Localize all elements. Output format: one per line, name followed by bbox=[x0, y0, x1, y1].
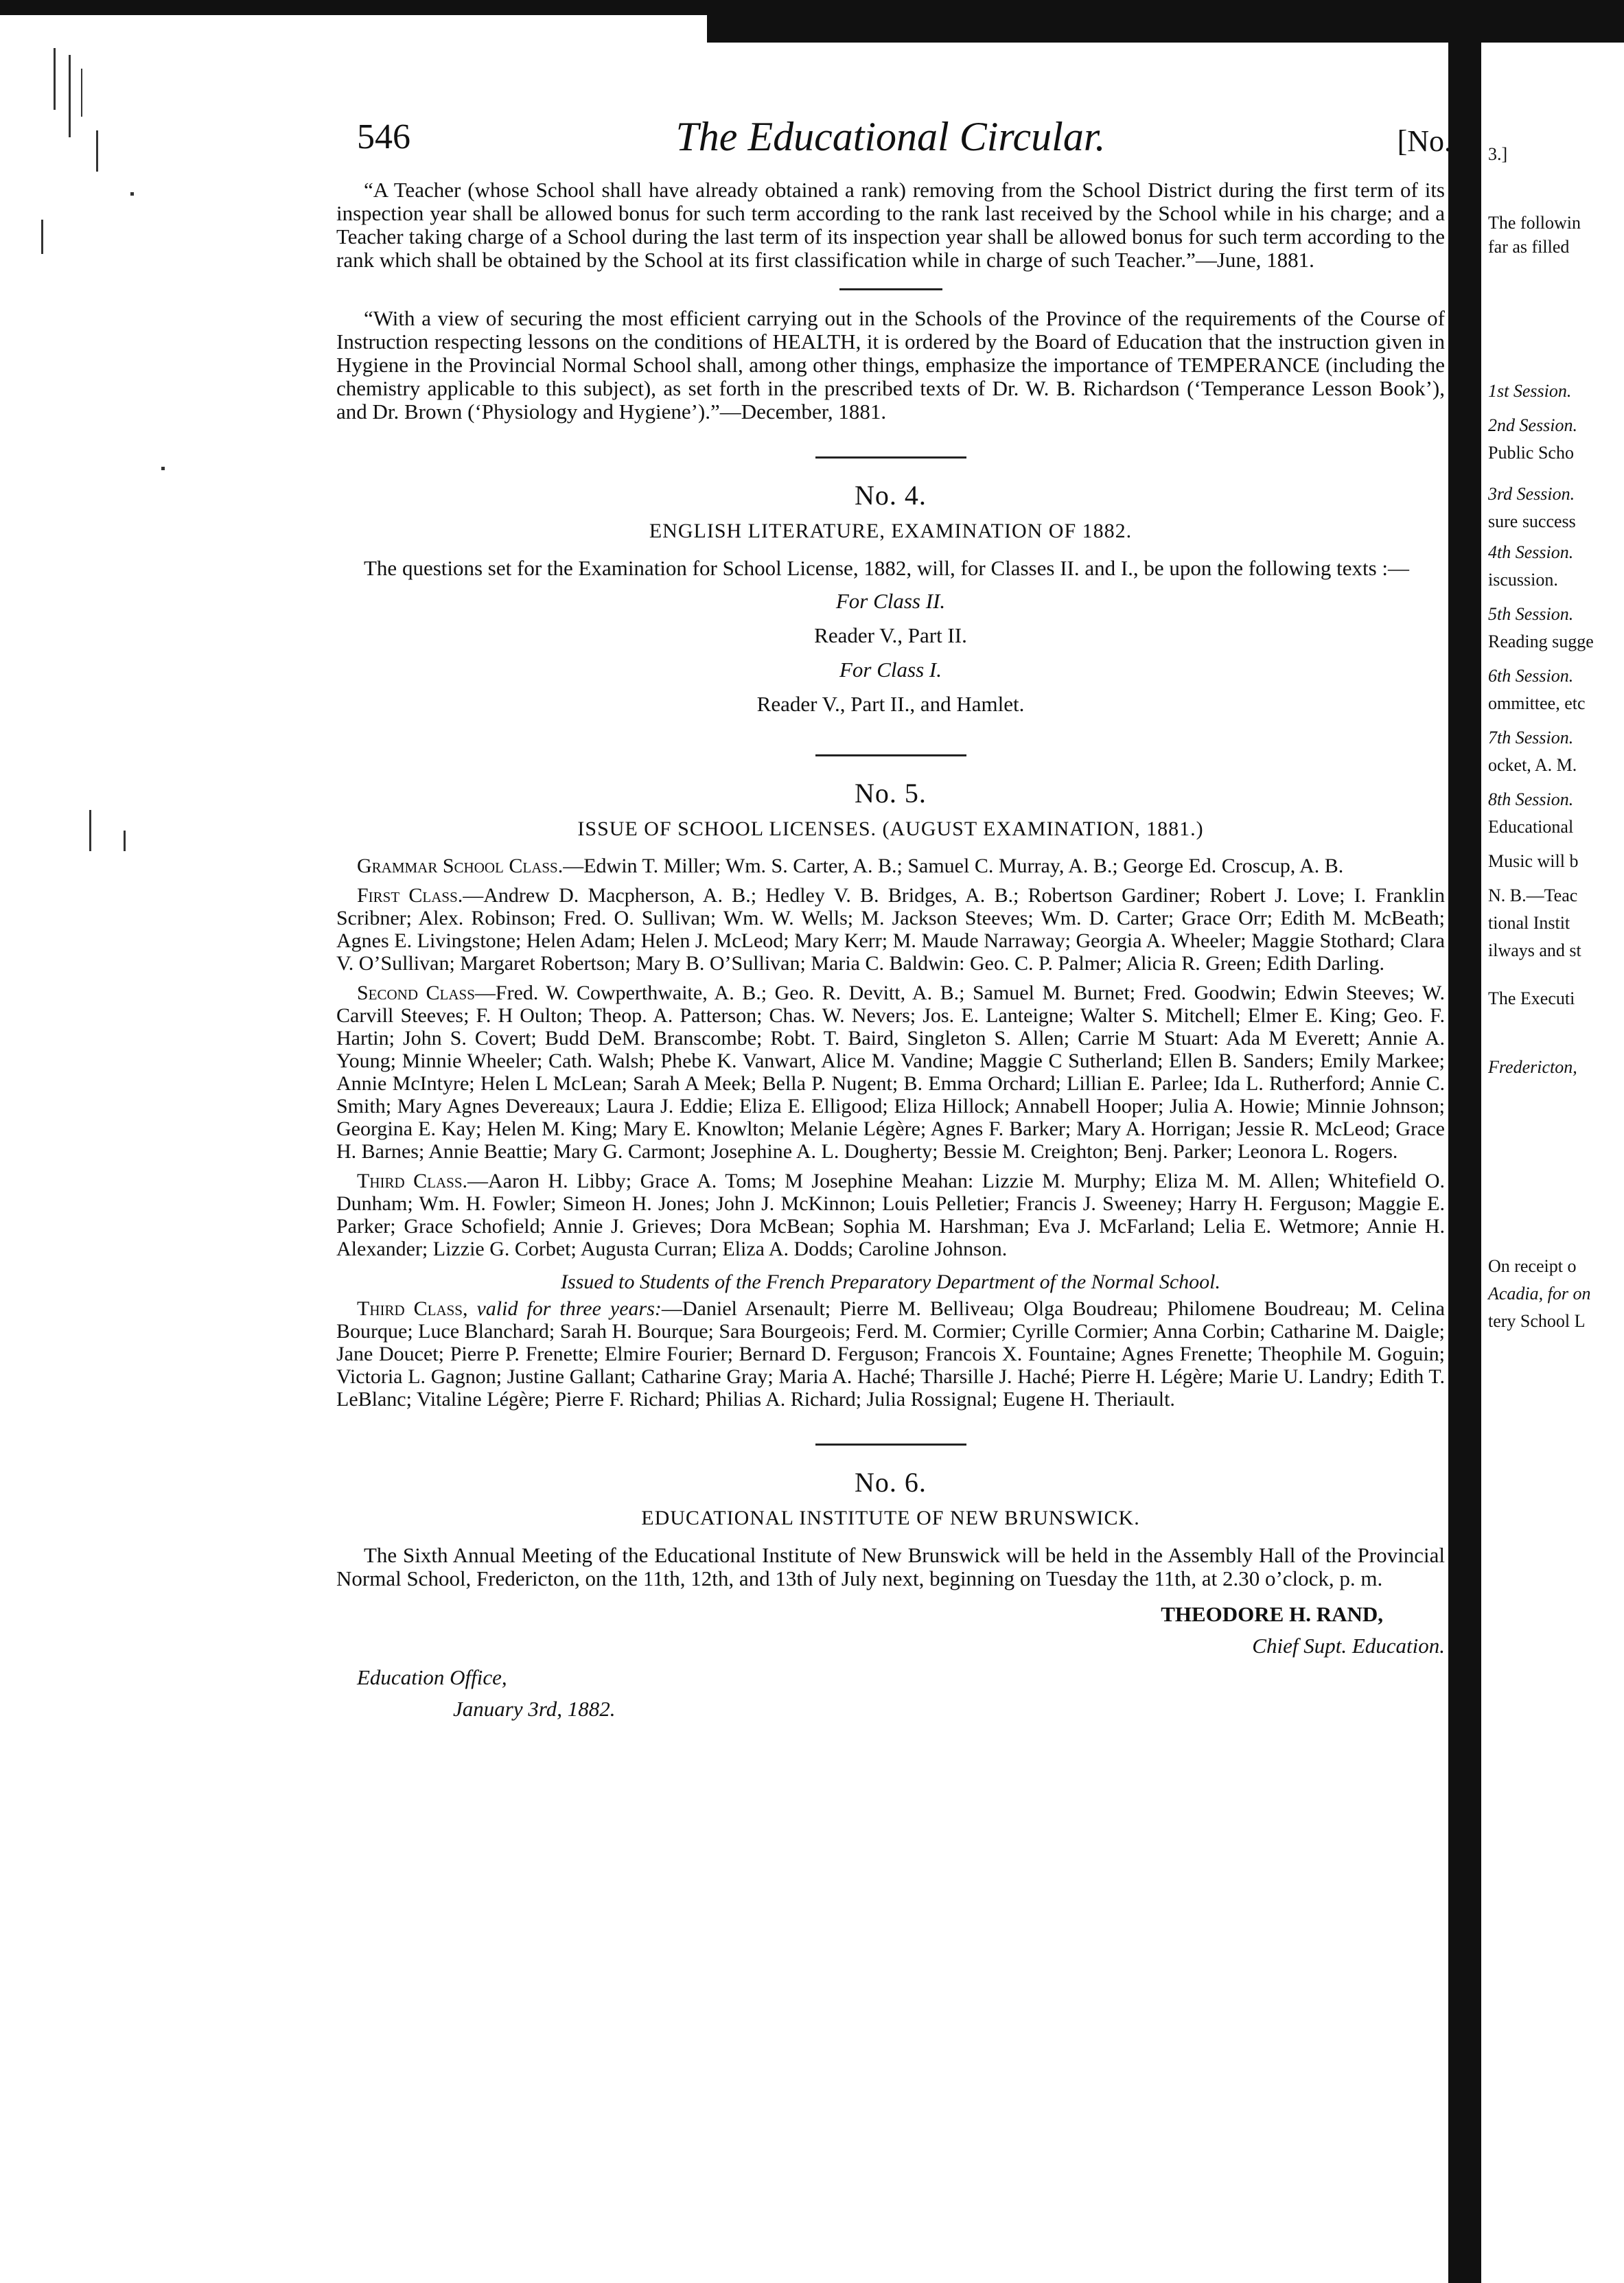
section-5-number: No. 5. bbox=[855, 778, 927, 809]
class-1-label: For Class I. bbox=[839, 658, 942, 682]
margin-fragment: 4th Session. bbox=[1488, 542, 1574, 562]
margin-fragment: 3rd Session. bbox=[1488, 484, 1575, 504]
margin-fragment: sure success bbox=[1488, 511, 1576, 531]
margin-fragment: Acadia, for on bbox=[1488, 1284, 1591, 1303]
quote-bonus-rule: “A Teacher (whose School shall have already obtained a rank) removing from the School District during the first term of its inspection year shall be allowed bonus for such term according to the rank last received by the School while in his charge; and a Teacher taking charge of a School during the last term of its inspection year shall be allowed bonus for such term according to the rank which shall be obtained by the School at its first classification while in charge of such Teacher.”—June, 1881. bbox=[336, 178, 1445, 272]
quote-hygiene-rule: “With a view of securing the most efficient carrying out in the Schools of the Province of the requirements of the Course of Instruction respecting lessons on the conditions of HEALTH, it is ordered by the Board of Education that the instruction given in Hygiene in the Provincial Normal School shall, among other things, emphasize the importance of TEMPERANCE (including the chemistry applicable to this subject), as set forth in the prescribed texts of Dr. W. B. Richardson (‘Temperance Lesson Book’), and Dr. Brown (‘Physiology and Hygiene’).”—December, 1881. bbox=[336, 306, 1445, 424]
margin-fragment: 8th Session. bbox=[1488, 789, 1574, 809]
class-1-text: Reader V., Part II., and Hamlet. bbox=[756, 692, 1025, 716]
margin-fragment: Educational bbox=[1488, 817, 1574, 837]
margin-fragment: Fredericton, bbox=[1488, 1057, 1577, 1077]
section-4-intro: The questions set for the Examination for School License, 1882, will, for Classes II. and I., be upon the following texts :— bbox=[364, 556, 1410, 580]
margin-fragment: On receipt o bbox=[1488, 1256, 1577, 1276]
margin-fragment: The followin bbox=[1488, 213, 1581, 233]
margin-fragment: ommittee, etc bbox=[1488, 693, 1586, 713]
first-class-label: First Class. bbox=[357, 884, 463, 907]
class-2-label: For Class II. bbox=[835, 589, 946, 613]
section-5-title: ISSUE OF SCHOOL LICENSES. (AUGUST EXAMINATION, 1881.) bbox=[577, 818, 1204, 840]
adjacent-page-margin bbox=[1488, 0, 1624, 2283]
section-divider bbox=[815, 754, 966, 756]
section-6-number: No. 6. bbox=[855, 1467, 927, 1498]
second-class-label: Second Class bbox=[357, 982, 475, 1004]
margin-fragment: The Executi bbox=[1488, 988, 1575, 1008]
section-divider bbox=[815, 456, 966, 459]
third-class-names: —Aaron H. Libby; Grace A. Toms; M Josephine Meahan: Lizzie M. Murphy; Eliza M. M. Allen; Whitefield O. Dunham; Wm. H. Fowler; Simeon H. Jones; John J. McKinnon; Louis Pelletier; Francis J. Sweeney; Harry H. Ferguson; Maggie E. Parker; Grace Schofield; Annie J. Grieves; Dora McBean; Sophia M. Harshman; Eva J. McFarland; Lelia E. Wetmore; Annie H. Alexander; Lizzie G. Corbet; Augusta Curran; Eliza A. Dodds; Caroline Johnson. bbox=[336, 1170, 1445, 1260]
office-line: Education Office, bbox=[357, 1665, 507, 1689]
second-class-names: —Fred. W. Cowperthwaite, A. B.; Geo. R. Devitt, A. B.; Samuel M. Burnet; Fred. Goodwin; Edwin Steeves; W. Carvill Steeves; F. H Oulton; Theop. A. Patterson; Chas. W. Nevers; Jos. E. Lanteigne; Walter S. Mitchell; Elmer E. King; Geo. F. Hartin; John S. Covert; Budd DeM. Branscombe; Robt. T. Baird, Singleton S. Allen; Carrie M Stuart: Ada M Everett; Annie A. Young; Minnie Wheeler; Cath. Walsh; Phebe K. Vanwart, Alice M. Vandine; Maggie C Sutherland; Ellen B. Sanders; Emily Markee; Annie McIntyre; Helen L McLean; Sarah A Meek; Bella P. Nugent; B. Emma Orchard; Lillian E. Parlee; Ida L. Rutherford; Annie C. Smith; Mary Agnes Devereaux; Laura J. Eddie; Eliza E. Elligood; Eliza Hillock; Annabell Hooper; Julia A. Howie; Minnie Johnson; Georgina E. Kay; Helen M. King; Mary E. Knowlton; Melanie Légère; Agnes F. Barker; Mary A. Horrigan; Jessie R. McLeod; Grace H. Barnes; Annie Beattie; Mary G. Carmont; Josephine A. L. Dougherty; Bessie M. Creighton; Benj. Parker; Leonora L. Rogers. bbox=[336, 982, 1445, 1163]
third-class-label: Third Class. bbox=[357, 1170, 468, 1192]
french-dept-heading: Issued to Students of the French Preparatory Department of the Normal School. bbox=[561, 1271, 1220, 1293]
margin-fragment: iscussion. bbox=[1488, 570, 1558, 590]
journal-title: The Educational Circular. bbox=[675, 114, 1106, 159]
scan-edge-top-right bbox=[707, 0, 1624, 43]
page-gutter-shadow bbox=[1448, 43, 1481, 2283]
french-valid-note: valid for three years: bbox=[476, 1297, 662, 1320]
section-4-title: ENGLISH LITERATURE, EXAMINATION OF 1882. bbox=[649, 520, 1133, 542]
margin-fragment: 1st Session. bbox=[1488, 381, 1572, 401]
margin-fragment: 6th Session. bbox=[1488, 666, 1574, 686]
divider bbox=[839, 288, 942, 290]
section-divider bbox=[815, 1444, 966, 1446]
page-number: 546 bbox=[357, 117, 410, 157]
section-4-number: No. 4. bbox=[855, 480, 927, 511]
page bbox=[336, 103, 1452, 1725]
class-2-text: Reader V., Part II. bbox=[814, 623, 967, 647]
margin-fragment: Music will b bbox=[1488, 851, 1579, 871]
margin-fragment: Reading sugge bbox=[1488, 631, 1594, 651]
section-6-text: The Sixth Annual Meeting of the Educational Institute of New Brunswick will be held in the Assembly Hall of the Provincial Normal School, Fredericton, on the 11th, 12th, and 13th of July next, beginning on Tuesday the 11th, at 2.30 o’clock, p. m. bbox=[336, 1543, 1445, 1590]
margin-fragment: N. B.—Teac bbox=[1488, 885, 1578, 905]
first-class-list bbox=[336, 884, 1445, 975]
second-class-list bbox=[336, 982, 1445, 1163]
date-line: January 3rd, 1882. bbox=[453, 1697, 616, 1721]
scan-specks bbox=[21, 41, 227, 934]
french-third-class-list bbox=[336, 1297, 1445, 1411]
margin-fragment: far as filled bbox=[1488, 237, 1570, 257]
running-header bbox=[336, 103, 1452, 178]
french-class-label: Third Class, bbox=[357, 1297, 468, 1320]
signer-title: Chief Supt. Education. bbox=[1252, 1634, 1445, 1658]
margin-fragment: tery School L bbox=[1488, 1311, 1586, 1331]
margin-fragment: 2nd Session. bbox=[1488, 415, 1577, 435]
issue-number: [No. bbox=[1397, 124, 1452, 158]
grammar-class-label: Grammar School Class. bbox=[357, 855, 564, 877]
grammar-class-names: —Edwin T. Miller; Wm. S. Carter, A. B.; Samuel C. Murray, A. B.; George Ed. Croscup, A. B. bbox=[563, 855, 1344, 877]
margin-fragment: 3.] bbox=[1488, 144, 1508, 164]
grammar-school-class-list bbox=[336, 855, 1445, 877]
third-class-list bbox=[336, 1170, 1445, 1260]
signer-name: THEODORE H. RAND, bbox=[1161, 1602, 1383, 1626]
margin-fragment: ocket, A. M. bbox=[1488, 755, 1577, 775]
margin-fragment: 7th Session. bbox=[1488, 728, 1574, 748]
margin-fragment: ilways and st bbox=[1488, 940, 1581, 960]
first-class-names: —Andrew D. Macpherson, A. B.; Hedley V. B. Bridges, A. B.; Robertson Gardiner; Robert J. Love; I. Franklin Scribner; Alex. Robinson; Fred. O. Sullivan; Wm. W. Wells; M. Jackson Steeves; Wm. D. Carter; Grace Orr; Edith M. McBeath; Agnes E. Livingstone; Helen Adam; Helen J. McLeod; Mary Kerr; M. Maude Narraway; Georgia A. Wheeler; Maggie Stothard; Clara V. O’Sullivan; Margaret Robertson; Mary B. O’Sullivan; Maria C. Baldwin: Geo. C. P. Palmer; Alicia R. Green; Edith Darling. bbox=[336, 884, 1445, 975]
french-class-names: —Daniel Arsenault; Pierre M. Belliveau; Olga Boudreau; Philomene Boudreau; M. Celina Bourque; Luce Blanchard; Sarah H. Bourque; Sara Bourgeois; Ferd. M. Cormier; Cyrille Cormier; Anna Corbin; Catharine M. Daigle; Jane Doucet; Pierre P. Frenette; Elmire Fourier; Bernard D. Ferguson; Francois X. Fountaine; Agnes Frenette; Theophile M. Goguin; Victoria L. Gagnon; Justine Gallant; Catharine Gray; Maria A. Haché; Tharsille J. Haché; Pierre H. Légère; Marie U. Landry; Edith T. LeBlanc; Vitaline Légère; Pierre F. Richard; Philias A. Richard; Julia Rossignal; Eugene H. Theriault. bbox=[336, 1297, 1445, 1411]
margin-fragment: 5th Session. bbox=[1488, 604, 1574, 624]
section-6-title: EDUCATIONAL INSTITUTE OF NEW BRUNSWICK. bbox=[641, 1507, 1140, 1529]
margin-fragment: Public Scho bbox=[1488, 443, 1574, 463]
margin-fragment: tional Instit bbox=[1488, 913, 1570, 933]
